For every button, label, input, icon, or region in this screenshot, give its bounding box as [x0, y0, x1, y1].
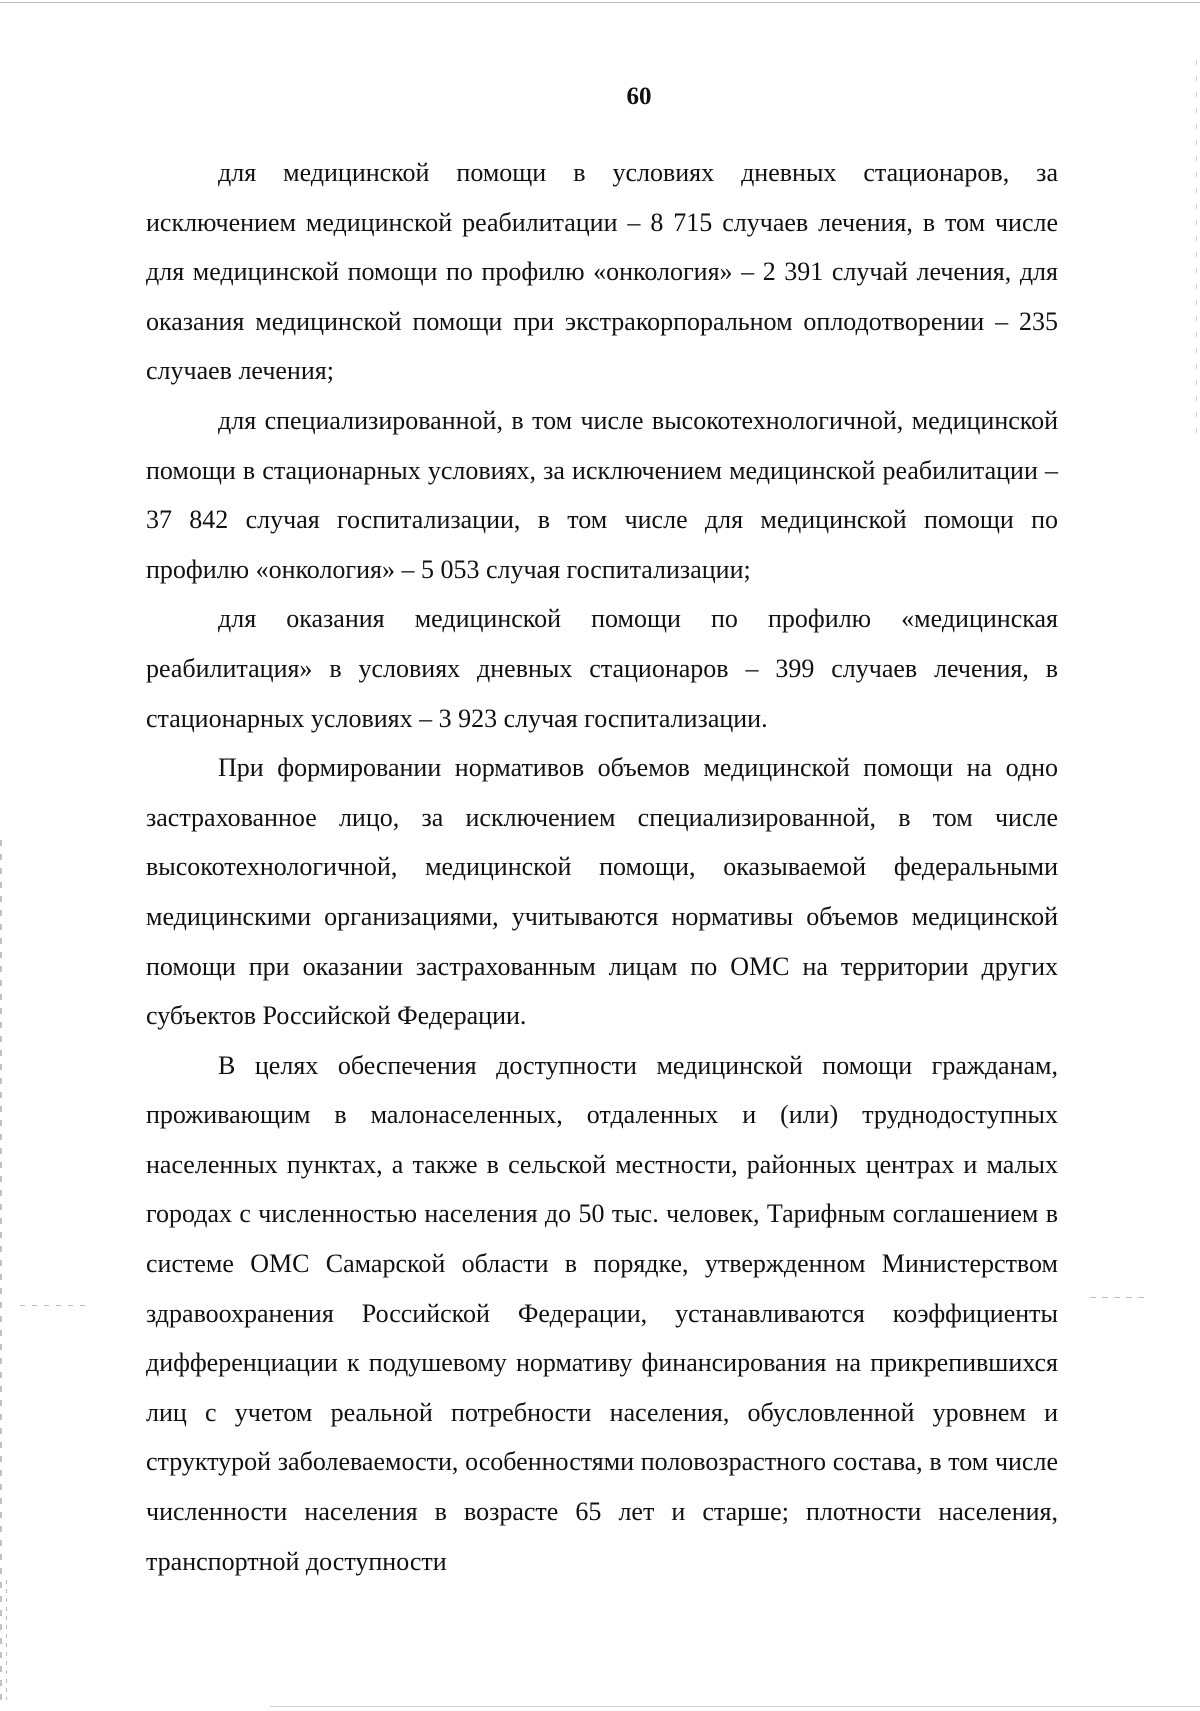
paragraph-rehabilitation: для оказания медицинской помощи по профилю «медицинская реабилитация» в условиях дневных стационаров – 399 случаев лечения, в стационарных условиях – 3 923 случая госпитализации. — [146, 604, 1058, 733]
paragraph-specialized-care: для специализированной, в том числе высокотехнологичной, медицинской помощи в стационарных условиях, за исключением медицинской реабилитации – 37 842 случая госпитализации, в том числе для медицинской помощи по профилю «онкология» – 5 053 случая госпитализации; — [146, 405, 1058, 584]
paragraph-accessibility: В целях обеспечения доступности медицинской помощи гражданам, проживающим в малонаселенных, отдаленных и (или) труднодоступных населенных пунктах, а также в сельской местности, районных центрах и малых городах с численностью населения до 50 тыс. человек, Тарифным соглашением в системе ОМС Самарской области в порядке, утвержденном Министерством здравоохранения Российской Федерации, устанавливаются коэффициенты дифференциации к подушевому нормативу финансирования на прикрепившихся лиц с учетом реальной потребности населения, обусловленной уровнем и структурой заболеваемости, особенностями половозрастного состава, в том числе численности населения в возрасте 65 лет и старше; плотности населения, транспортной доступности — [146, 1050, 1058, 1576]
scan-edge-line-bottom — [270, 1706, 1200, 1707]
scan-edge-artifact-left-2 — [6, 1580, 7, 1700]
scan-edge-artifact-right — [1196, 60, 1197, 440]
scan-dash-artifact-right — [1090, 1297, 1150, 1298]
document-body — [146, 148, 1058, 1586]
page-number: 60 — [626, 83, 652, 110]
scan-edge-artifact-left — [0, 840, 2, 1700]
scan-dash-artifact-left — [20, 1305, 90, 1306]
paragraph-day-hospital: для медицинской помощи в условиях дневных стационаров, за исключением медицинской реабилитации – 8 715 случаев лечения, в том числе для медицинской помощи по профилю «онкология» – 2 391 случай лечения, для оказания медицинской помощи при экстракорпоральном оплодотворении – 235 случаев лечения; — [146, 158, 1058, 386]
paragraph-volume-standards: При формировании нормативов объемов медицинской помощи на одно застрахованное лицо, за исключением специализированной, в том числе высокотехнологичной, медицинской помощи, оказываемой федеральными медицинскими организациями, учитываются нормативы объемов медицинской помощи при оказании застрахованным лицам по ОМС на территории других субъектов Российской Федерации. — [146, 753, 1058, 1031]
scan-edge-line-top — [0, 2, 1200, 3]
